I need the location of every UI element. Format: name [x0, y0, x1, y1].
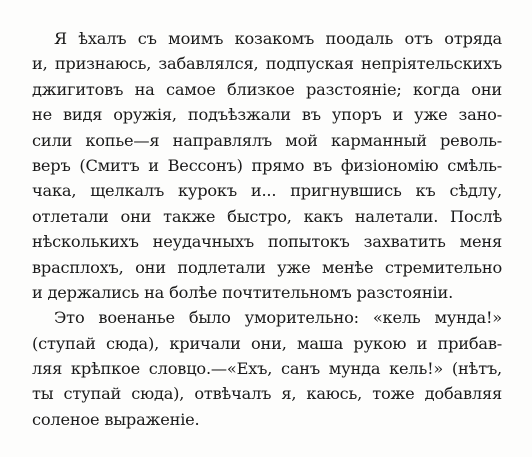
text-line-2: и, признаюсь, забавлялся, подпуская непріятельскихъ: [32, 54, 502, 74]
text-line-13: (ступай сюда), кричали они, маша рукою и прибав-: [32, 333, 502, 353]
text-line-6: веръ (Смитъ и Вессонъ) прямо въ физіономію смѣль-: [32, 155, 502, 175]
text-line-8: отлетали они также быстро, какъ налетали. Послѣ: [32, 206, 502, 226]
text-line-14: ляя крѣпкое словцо.—«Ехъ, санъ мунда кель!» (нѣтъ,: [32, 359, 502, 379]
text-line-10: врасплохъ, они подлетали уже менѣе стремительно: [32, 257, 502, 277]
text-line-1: Я ѣхалъ съ моимъ козакомъ поодаль отъ отряда: [54, 29, 502, 48]
text-line-16: соленое выраженіе.: [32, 409, 200, 429]
body-text: [32, 26, 502, 432]
text-line-12: Это военанье было уморительно: «кель мунда!»: [54, 308, 502, 328]
text-line-11: и держались на болѣе почтительномъ разстояніи.: [32, 282, 454, 302]
text-line-4: не видя оружія, подъѣзжали въ упоръ и уже зано-: [32, 105, 502, 125]
text-line-9: нѣсколькихъ неудачныхъ попытокъ захватить меня: [32, 232, 502, 252]
text-line-5: сили копье—я направлялъ мой карманный револь-: [32, 130, 502, 150]
text-line-7: чака, щелкалъ курокъ и... пригнувшись къ сѣдлу,: [32, 181, 502, 201]
text-line-15: ты ступай сюда), отвѣчалъ я, каюсь, тоже добавляя: [32, 384, 502, 404]
text-line-3: джигитовъ на самое близкое разстояніе; когда они: [32, 79, 502, 99]
